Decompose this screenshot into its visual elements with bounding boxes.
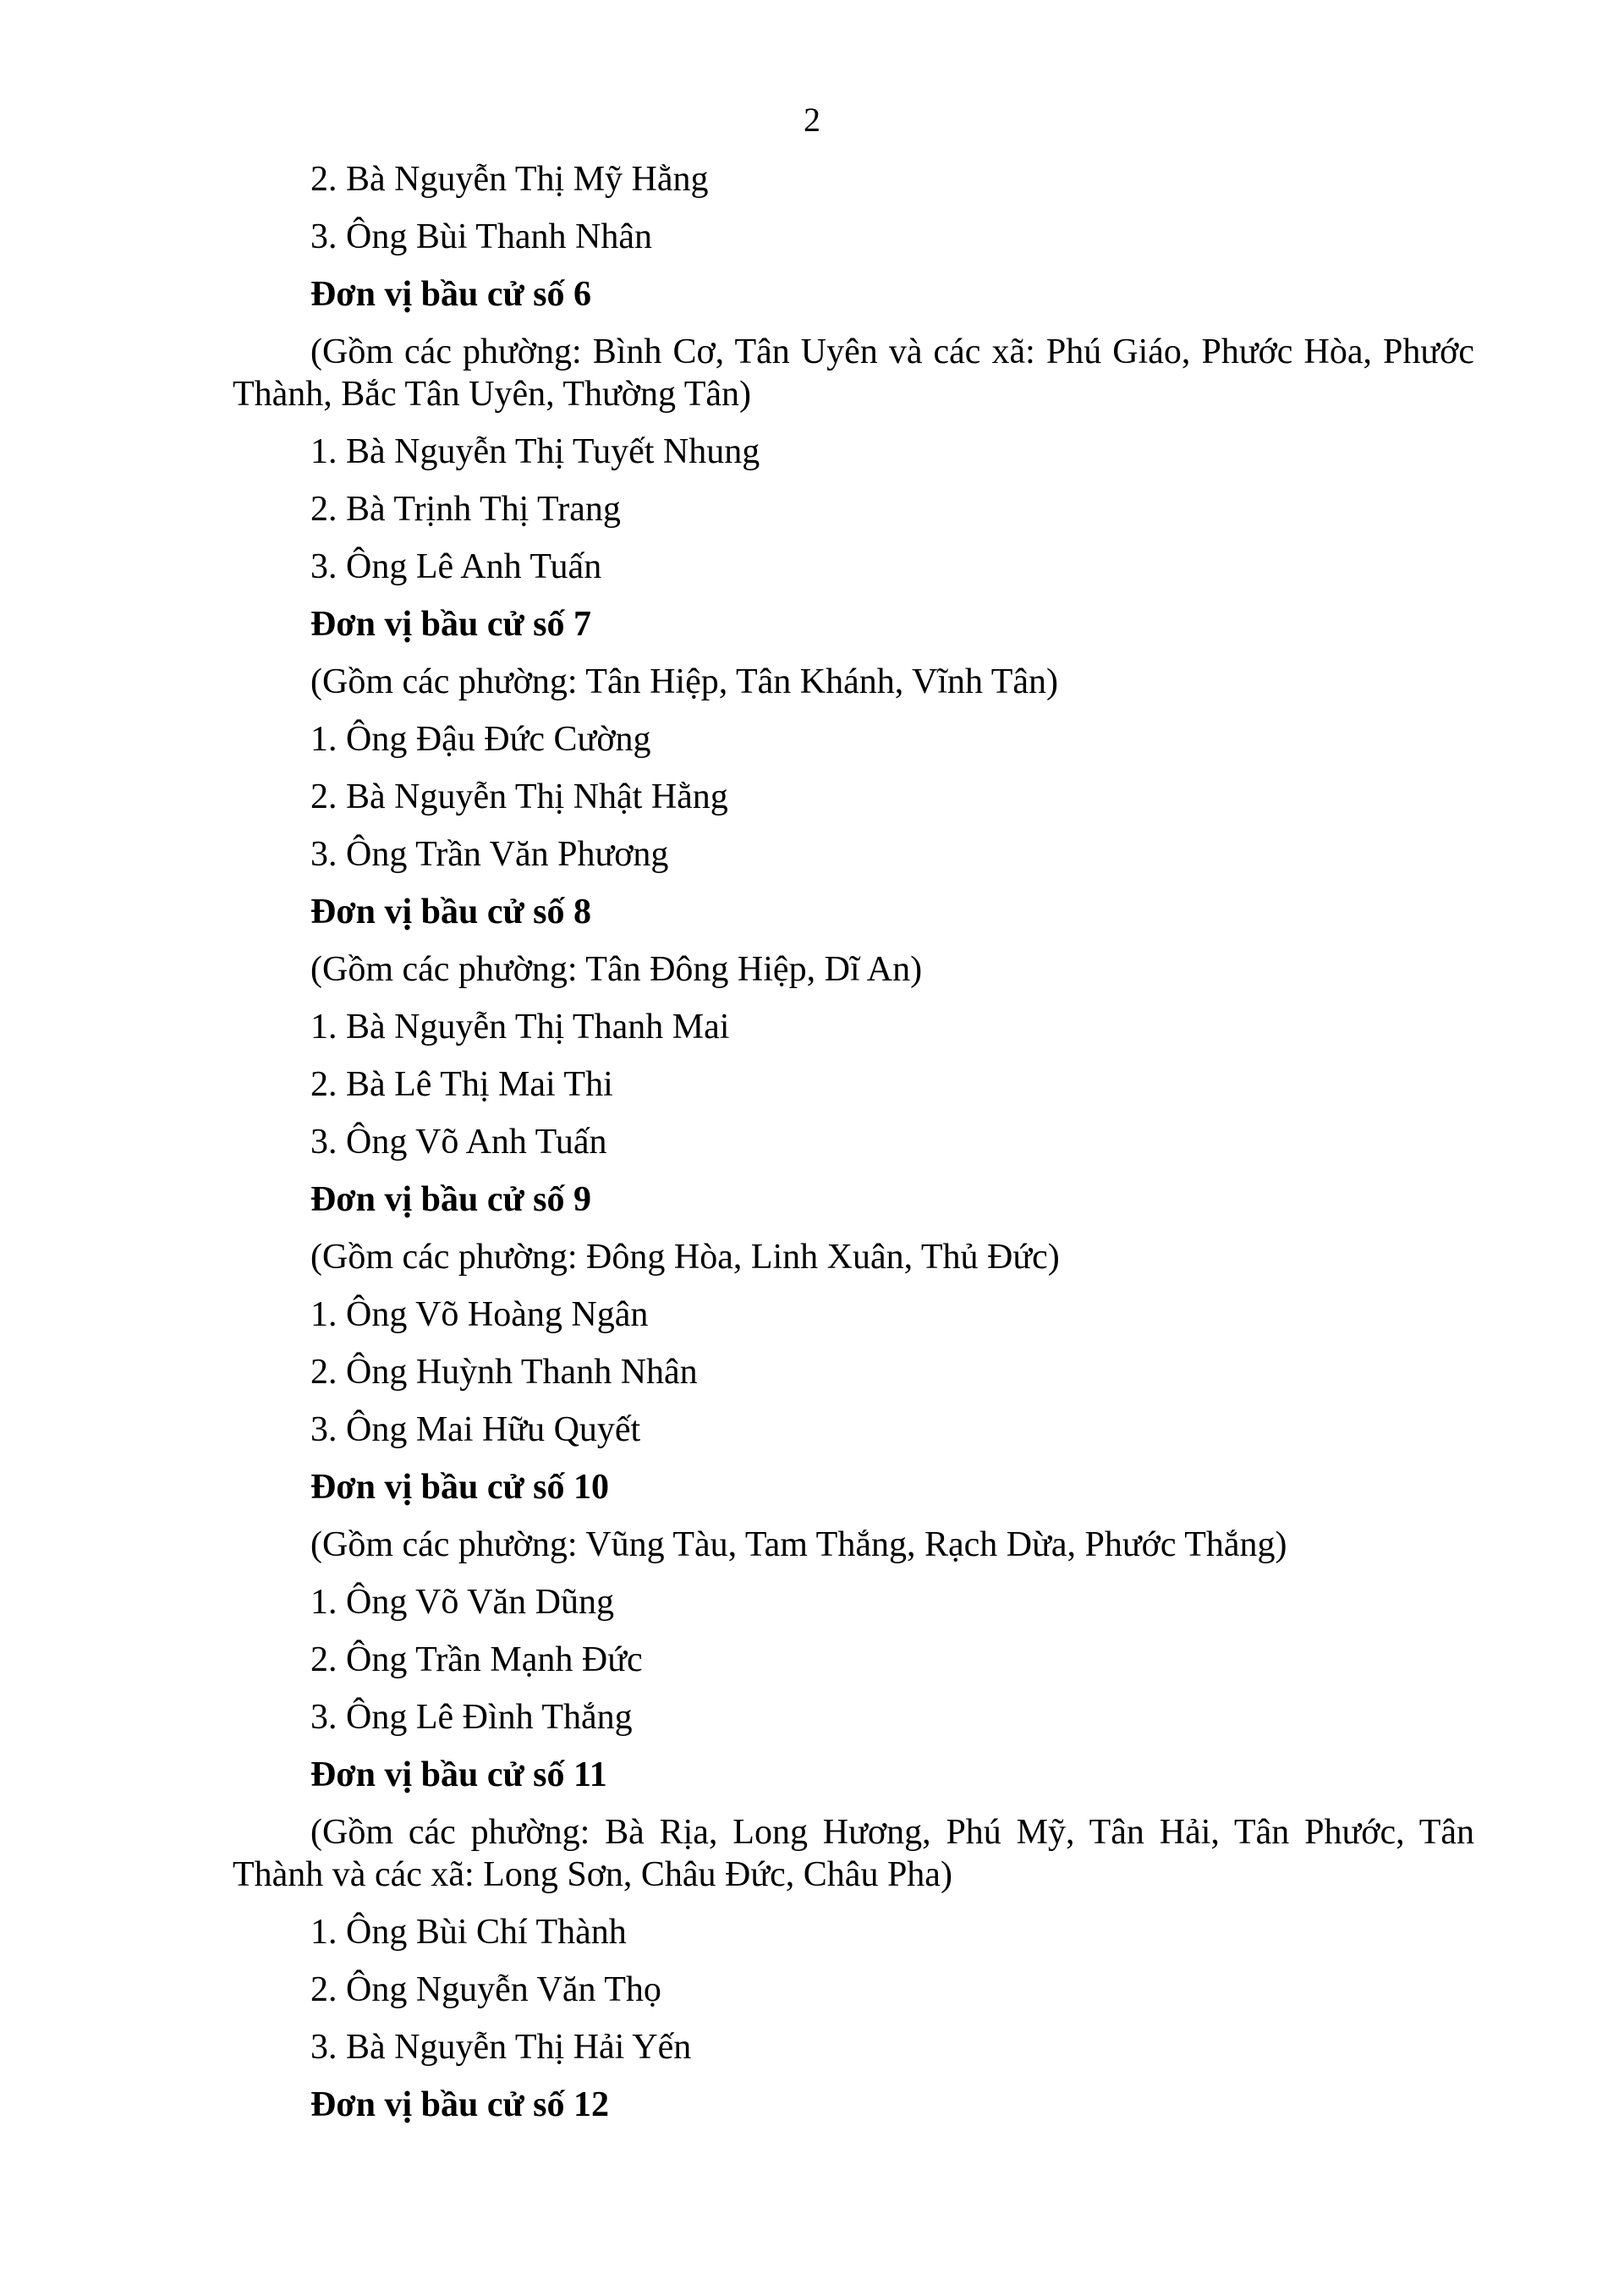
candidate-item: 3. Ông Lê Đình Thắng: [310, 1698, 633, 1737]
candidate-item: 1. Ông Võ Hoàng Ngân: [310, 1295, 649, 1334]
candidate-item: 3. Bà Nguyễn Thị Hải Yến: [310, 2028, 692, 2067]
candidate-item: 2. Bà Nguyễn Thị Mỹ Hằng: [310, 160, 709, 199]
electoral-unit-heading: Đơn vị bầu cử số 9: [310, 1180, 592, 1219]
electoral-unit-area: (Gồm các phường: Đông Hòa, Linh Xuân, Thủ Đức): [310, 1238, 1060, 1277]
electoral-unit-heading: Đơn vị bầu cử số 10: [310, 1468, 610, 1507]
electoral-unit-heading: Đơn vị bầu cử số 7: [310, 605, 592, 644]
candidate-item: 2. Bà Lê Thị Mai Thi: [310, 1065, 613, 1104]
candidate-item: 2. Ông Nguyễn Văn Thọ: [310, 1970, 661, 2009]
candidate-item: 1. Bà Nguyễn Thị Tuyết Nhung: [310, 432, 760, 471]
candidate-item: 1. Ông Đậu Đức Cường: [310, 720, 651, 759]
electoral-unit-heading: Đơn vị bầu cử số 11: [310, 1755, 607, 1794]
candidate-item: 3. Ông Lê Anh Tuấn: [310, 547, 602, 586]
page-number: 2: [804, 101, 820, 139]
candidate-item: 2. Bà Trịnh Thị Trang: [310, 490, 621, 529]
electoral-unit-heading: Đơn vị bầu cử số 12: [310, 2085, 610, 2124]
candidate-item: 1. Bà Nguyễn Thị Thanh Mai: [310, 1008, 730, 1046]
candidate-item: 2. Ông Huỳnh Thanh Nhân: [310, 1353, 698, 1392]
candidate-item: 3. Ông Bùi Thanh Nhân: [310, 217, 653, 256]
electoral-unit-area: (Gồm các phường: Tân Hiệp, Tân Khánh, Vĩnh Tân): [310, 662, 1059, 701]
electoral-unit-heading: Đơn vị bầu cử số 8: [310, 893, 592, 931]
candidate-item: 3. Ông Trần Văn Phương: [310, 835, 669, 874]
electoral-unit-area: (Gồm các phường: Bình Cơ, Tân Uyên và các xã: Phú Giáo, Phước Hòa, Phước Thành, Bắc Tân Uyên, Thường Tân): [233, 332, 1474, 414]
candidate-item: 2. Ông Trần Mạnh Đức: [310, 1640, 643, 1679]
candidate-item: 2. Bà Nguyễn Thị Nhật Hằng: [310, 777, 728, 816]
candidate-item: 3. Ông Mai Hữu Quyết: [310, 1410, 641, 1449]
electoral-unit-area: (Gồm các phường: Bà Rịa, Long Hương, Phú Mỹ, Tân Hải, Tân Phước, Tân Thành và các xã: Long Sơn, Châu Đức, Châu Pha): [233, 1813, 1474, 1894]
candidate-item: 1. Ông Bùi Chí Thành: [310, 1913, 627, 1952]
electoral-unit-area: (Gồm các phường: Vũng Tàu, Tam Thắng, Rạch Dừa, Phước Thắng): [310, 1525, 1287, 1564]
electoral-unit-area: (Gồm các phường: Tân Đông Hiệp, Dĩ An): [310, 950, 923, 989]
electoral-unit-heading: Đơn vị bầu cử số 6: [310, 275, 592, 314]
candidate-item: 1. Ông Võ Văn Dũng: [310, 1583, 614, 1622]
document-body: [233, 151, 1474, 2134]
candidate-item: 3. Ông Võ Anh Tuấn: [310, 1123, 607, 1162]
